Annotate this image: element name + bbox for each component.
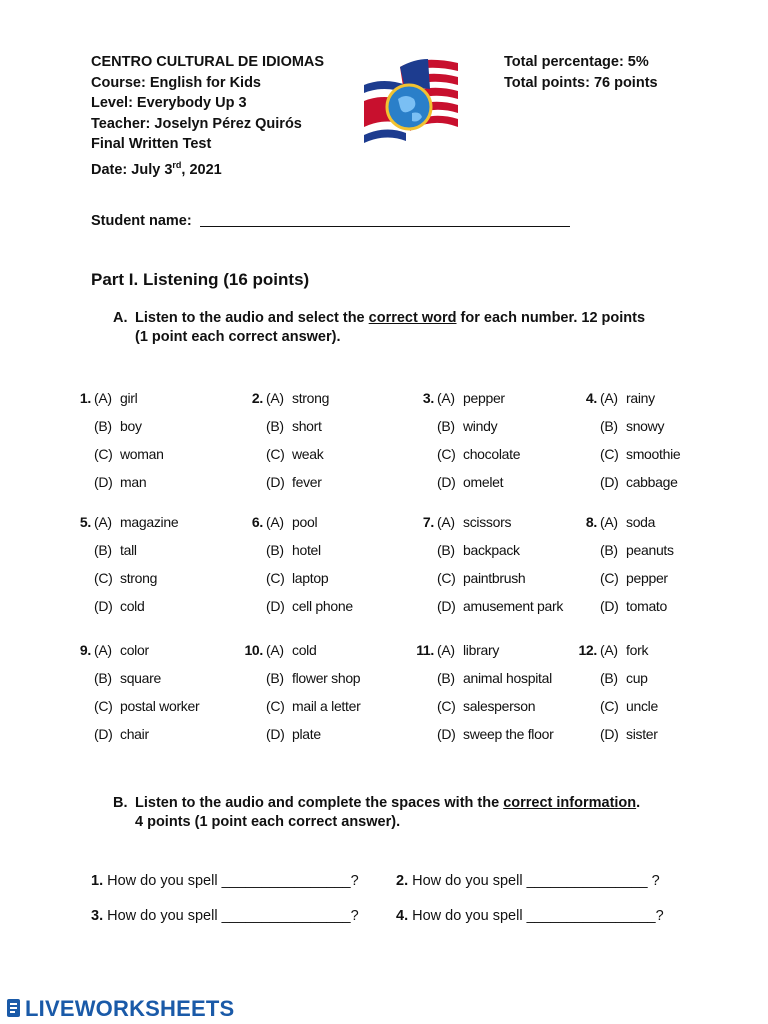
course-line: Course: English for Kids	[91, 74, 261, 91]
question-number: 6.	[251, 514, 263, 530]
answer-option[interactable]	[94, 670, 161, 686]
answer-option[interactable]	[94, 446, 164, 462]
option-letter: (C)	[266, 446, 285, 462]
answer-option[interactable]	[266, 474, 322, 490]
answer-option[interactable]	[600, 726, 658, 742]
option-letter: (D)	[600, 598, 619, 614]
answer-option[interactable]	[600, 598, 667, 614]
option-word: amusement park	[463, 598, 564, 614]
option-word: cold	[292, 642, 317, 658]
option-letter: (C)	[94, 570, 113, 586]
option-word: strong	[120, 570, 158, 586]
option-word: sweep the floor	[463, 726, 554, 742]
option-letter: (D)	[600, 474, 619, 490]
answer-option[interactable]	[266, 598, 353, 614]
option-letter: (C)	[94, 698, 113, 714]
answer-option[interactable]	[437, 598, 563, 614]
option-letter: (A)	[437, 514, 455, 530]
answer-option[interactable]	[437, 698, 535, 714]
option-letter: (A)	[94, 514, 112, 530]
totals-block	[504, 52, 658, 93]
answer-option[interactable]	[94, 642, 149, 658]
option-letter: (B)	[600, 670, 618, 686]
option-letter: (C)	[437, 570, 456, 586]
option-word: paintbrush	[463, 570, 526, 586]
answer-option[interactable]	[600, 390, 655, 406]
answer-option[interactable]	[600, 698, 658, 714]
option-word: library	[463, 642, 500, 658]
option-letter: (B)	[437, 418, 455, 434]
option-letter: (C)	[437, 698, 456, 714]
option-letter: (A)	[437, 642, 455, 658]
answer-option[interactable]	[600, 570, 668, 586]
student-name-label: Student name:	[91, 213, 192, 229]
option-word: windy	[463, 418, 498, 434]
header-block	[91, 52, 324, 180]
answer-option[interactable]	[266, 446, 323, 462]
answer-option[interactable]	[437, 446, 520, 462]
option-word: strong	[292, 390, 330, 406]
option-letter: (C)	[600, 698, 619, 714]
answer-option[interactable]	[94, 698, 199, 714]
option-word: sister	[626, 726, 658, 742]
option-word: weak	[292, 446, 324, 462]
answer-option[interactable]	[600, 642, 648, 658]
section-a-instructions: A. Listen to the audio and select the correct word for each number. 12 points (1 point each correct answer).	[113, 310, 646, 345]
section-b-instructions: B. Listen to the audio and complete the spaces with the correct information. 4 points (1 point each correct answer).	[113, 795, 641, 830]
option-word: scissors	[463, 514, 512, 530]
answer-option[interactable]	[94, 598, 144, 614]
answer-option[interactable]	[266, 670, 360, 686]
liveworksheets-text: LIVEWORKSHEETS	[25, 996, 235, 1021]
option-letter: (B)	[94, 542, 112, 558]
answer-option[interactable]	[437, 726, 553, 742]
option-letter: (A)	[600, 642, 618, 658]
option-word: pepper	[626, 570, 668, 586]
option-word: boy	[120, 418, 142, 434]
question-number: 8.	[585, 514, 597, 530]
option-word: fork	[626, 642, 649, 658]
answer-option[interactable]	[266, 726, 321, 742]
total-percentage: Total percentage: 5%	[504, 54, 649, 70]
answer-option[interactable]	[94, 726, 149, 742]
option-word: omelet	[463, 474, 504, 490]
option-letter: (D)	[437, 726, 456, 742]
option-word: mail a letter	[292, 698, 361, 714]
student-name-field[interactable]	[200, 212, 570, 227]
answer-option[interactable]	[437, 642, 499, 658]
answer-option[interactable]	[266, 390, 329, 406]
answer-option[interactable]	[437, 474, 503, 490]
fill-item-4[interactable]: 4. How do you spell ________________?	[396, 908, 664, 924]
option-word: salesperson	[463, 698, 536, 714]
answer-option[interactable]	[266, 418, 322, 434]
answer-option[interactable]	[437, 570, 525, 586]
option-word: flower shop	[292, 670, 361, 686]
question-number: 7.	[422, 514, 434, 530]
option-letter: (A)	[94, 642, 112, 658]
level-line: Level: Everybody Up 3	[91, 95, 247, 112]
option-letter: (D)	[266, 598, 285, 614]
option-letter: (C)	[266, 570, 285, 586]
option-letter: (A)	[266, 390, 284, 406]
section-a-underlined: correct word	[368, 310, 457, 326]
answer-option[interactable]	[600, 446, 680, 462]
option-letter: (B)	[94, 418, 112, 434]
fill-item-3[interactable]: 3. How do you spell ________________?	[91, 908, 359, 924]
answer-option[interactable]	[600, 514, 655, 530]
answer-option[interactable]	[266, 542, 321, 558]
option-word: backpack	[463, 542, 520, 558]
liveworksheets-icon	[5, 996, 23, 1020]
option-word: hotel	[292, 542, 321, 558]
question-number: 1.	[79, 390, 91, 406]
option-letter: (B)	[94, 670, 112, 686]
option-letter: (B)	[266, 542, 284, 558]
option-word: smoothie	[626, 446, 681, 462]
option-letter: (A)	[266, 514, 284, 530]
option-letter: (A)	[94, 390, 112, 406]
answer-option[interactable]	[266, 570, 328, 586]
question-number: 5.	[79, 514, 91, 530]
test-title: Final Written Test	[91, 136, 212, 153]
answer-option[interactable]	[437, 390, 505, 406]
answer-option[interactable]	[600, 542, 674, 558]
student-name-row	[91, 212, 570, 229]
answer-option[interactable]	[600, 670, 648, 686]
option-word: uncle	[626, 698, 658, 714]
answer-option[interactable]	[437, 542, 520, 558]
option-word: chair	[120, 726, 149, 742]
section-a-letter: A.	[113, 310, 128, 326]
option-letter: (D)	[94, 474, 113, 490]
answer-option[interactable]	[94, 514, 178, 530]
option-word: pepper	[463, 390, 505, 406]
answer-option[interactable]	[437, 514, 511, 530]
teacher-line: Teacher: Joselyn Pérez Quirós	[91, 115, 302, 132]
option-word: cold	[120, 598, 145, 614]
answer-option[interactable]	[437, 670, 552, 686]
question-number: 11.	[416, 642, 434, 658]
option-word: man	[120, 474, 147, 490]
answer-option[interactable]	[94, 418, 142, 434]
option-letter: (D)	[600, 726, 619, 742]
option-letter: (A)	[437, 390, 455, 406]
option-letter: (C)	[600, 570, 619, 586]
option-letter: (B)	[437, 542, 455, 558]
question-number: 9.	[79, 642, 91, 658]
total-points: Total points: 76 points	[504, 74, 658, 91]
option-word: tomato	[626, 598, 667, 614]
option-word: plate	[292, 726, 321, 742]
option-word: girl	[120, 390, 138, 406]
answer-option[interactable]	[94, 390, 137, 406]
option-word: laptop	[292, 570, 329, 586]
option-letter: (A)	[600, 514, 618, 530]
option-letter: (D)	[266, 474, 285, 490]
question-number: 12.	[578, 642, 597, 658]
question-number: 2.	[251, 390, 263, 406]
option-word: rainy	[626, 390, 655, 406]
question-number: 10.	[244, 642, 263, 658]
fill-item-2[interactable]: 2. How do you spell _______________ ?	[396, 873, 660, 889]
school-name: CENTRO CULTURAL DE IDIOMAS	[91, 54, 325, 70]
section-b-underlined: correct information	[503, 795, 637, 811]
option-letter: (B)	[266, 418, 284, 434]
option-letter: (D)	[437, 474, 456, 490]
answer-option[interactable]	[94, 570, 157, 586]
question-number: 3.	[422, 390, 434, 406]
liveworksheets-logo	[5, 996, 234, 1022]
option-letter: (B)	[437, 670, 455, 686]
option-word: cup	[626, 670, 648, 686]
option-letter: (C)	[600, 446, 619, 462]
option-letter: (A)	[266, 642, 284, 658]
option-letter: (A)	[600, 390, 618, 406]
answer-option[interactable]	[94, 474, 146, 490]
option-word: chocolate	[463, 446, 521, 462]
option-word: cabbage	[626, 474, 678, 490]
option-word: animal hospital	[463, 670, 552, 686]
fill-item-1[interactable]: 1. How do you spell ________________?	[91, 873, 359, 889]
option-letter: (C)	[94, 446, 113, 462]
answer-option[interactable]	[94, 542, 137, 558]
option-letter: (D)	[94, 726, 113, 742]
option-word: tall	[120, 542, 137, 558]
option-letter: (B)	[266, 670, 284, 686]
option-word: fever	[292, 474, 322, 490]
option-word: square	[120, 670, 162, 686]
option-letter: (C)	[266, 698, 285, 714]
answer-option[interactable]	[437, 418, 497, 434]
option-word: peanuts	[626, 542, 674, 558]
answer-option[interactable]	[266, 642, 316, 658]
option-word: snowy	[626, 418, 665, 434]
option-letter: (D)	[94, 598, 113, 614]
question-number: 4.	[585, 390, 597, 406]
option-letter: (B)	[600, 542, 618, 558]
answer-option[interactable]	[600, 418, 664, 434]
answer-option[interactable]	[266, 698, 360, 714]
option-letter: (C)	[437, 446, 456, 462]
option-word: magazine	[120, 514, 179, 530]
option-word: cell phone	[292, 598, 353, 614]
school-logo	[362, 55, 458, 145]
option-letter: (D)	[437, 598, 456, 614]
option-word: short	[292, 418, 322, 434]
option-word: woman	[120, 446, 164, 462]
answer-option[interactable]	[266, 514, 317, 530]
date-line: Date: July 3rd, 2021	[91, 159, 222, 178]
option-letter: (D)	[266, 726, 285, 742]
option-letter: (B)	[600, 418, 618, 434]
section-b-letter: B.	[113, 795, 128, 811]
option-word: color	[120, 642, 149, 658]
option-word: pool	[292, 514, 318, 530]
answer-option[interactable]	[600, 474, 678, 490]
option-word: postal worker	[120, 698, 200, 714]
part1-title: Part I. Listening (16 points)	[91, 270, 310, 289]
option-word: soda	[626, 514, 656, 530]
